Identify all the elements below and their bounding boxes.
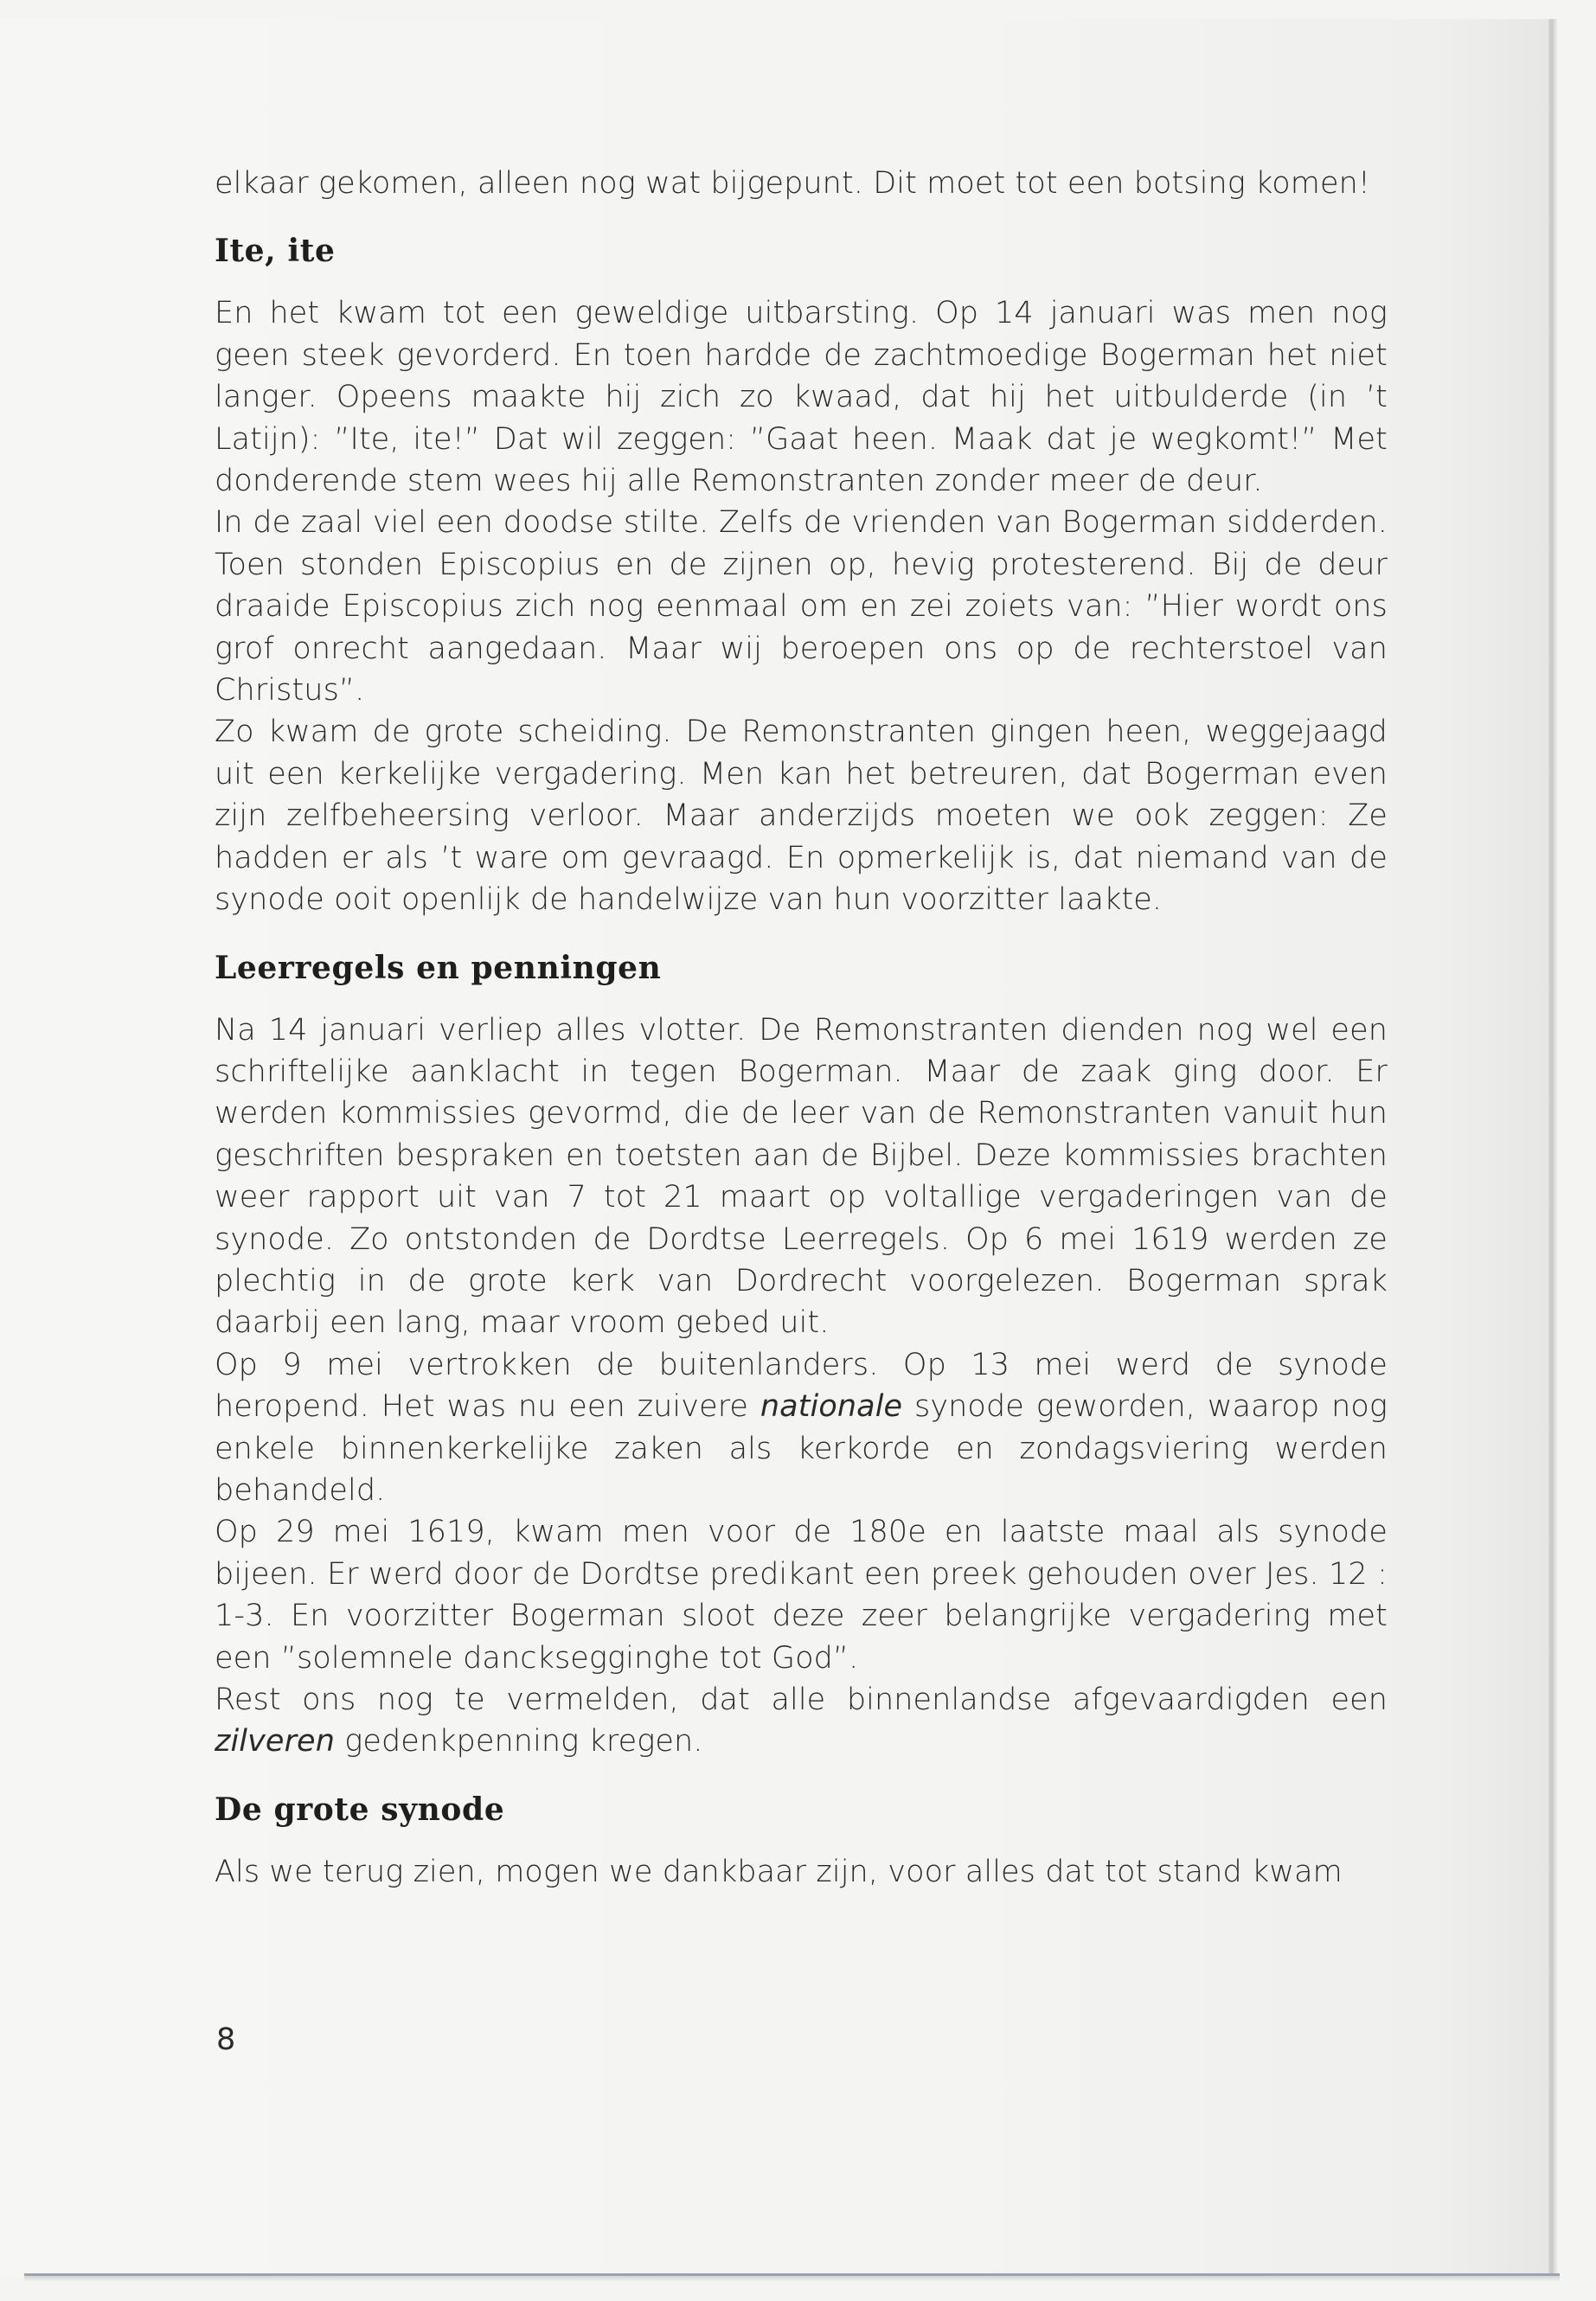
text-run: synode geworden, waarop nog enkele binnenkerkelijke zaken als kerkorde en zondagsviering werden behandeld.	[215, 1389, 1388, 1508]
emphasis-zilveren: zilveren	[215, 1724, 335, 1759]
page-number: 8	[216, 2022, 236, 2057]
paragraph-na-14-januari: Na 14 januari verliep alles vlotter. De Remonstranten dienden nog wel een schriftelijke aanklacht in tegen Bogerman. Maar de zaak ging door. Er werden kommissies gevormd, die de leer van de Remonstranten vanuit hun geschriften bespraken en toetsten aan de Bijbel. Deze kommissies brachten weer rapport uit van 7 tot 21 maart op voltallige vergaderingen van de synode. Zo ontstonden de Dordtse Leerregels. Op 6 mei 1619 werden ze plechtig in de grote kerk van Dordrecht voorgelezen. Bogerman sprak daarbij een lang, maar vroom gebed uit.	[215, 1012, 1388, 1341]
paragraph-uitbarsting: En het kwam tot een geweldige uitbarsting. Op 14 januari was men nog geen steek gevorderd. En toen hardde de zachtmoedige Bogerman het niet langer. Opeens maakte hij zich zo kwaad, dat hij het uitbulderde (in ’t Latijn): ”Ite, ite!” Dat wil zeggen: ”Gaat heen. Maak dat je wegkomt!” Met donderende stem wees hij alle Remonstranten zonder meer de deur.	[215, 296, 1388, 499]
paragraph-gedenkpenning	[215, 1679, 1388, 1763]
bottom-shadow	[24, 2276, 1560, 2281]
heading-ite-ite: Ite, ite	[215, 233, 336, 270]
page-edge	[1548, 19, 1555, 2281]
paragraph-intro: elkaar gekomen, alleen nog wat bijgepunt. Dit moet tot een botsing komen!	[215, 166, 1371, 201]
paragraph-terug-zien: Als we terug zien, mogen we dankbaar zijn, voor alles dat tot stand kwam	[215, 1854, 1343, 1889]
heading-leerregels-en-penningen: Leerregels en penningen	[215, 949, 662, 986]
paragraph-laatste-zitting: Op 29 mei 1619, kwam men voor de 180e en laatste maal als synode bijeen. Er werd door de Dordtse predikant een preek gehouden over Jes. 12 : 1-3. En voorzitter Bogerman sloot deze zeer belangrijke vergadering met een ”solemnele dancksegginghe tot God”.	[215, 1515, 1388, 1676]
heading-de-grote-synode: De grote synode	[215, 1791, 505, 1828]
emphasis-nationale: nationale	[760, 1389, 903, 1425]
text-run: Rest ons nog te vermelden, dat alle binnenlandse afgevaardigden een	[215, 1682, 1388, 1717]
text-run: gedenkpenning kregen.	[334, 1724, 703, 1759]
paragraph-grote-scheiding: Zo kwam de grote scheiding. De Remonstranten gingen heen, weggejaagd uit een kerkelijke vergadering. Men kan het betreuren, dat Bogerman even zijn zelfbeheersing verloor. Maar anderzijds moeten we ook zeggen: Ze hadden er als ’t ware om gevraagd. En opmerkelijk is, dat niemand van de synode ooit openlijk de handelwijze van hun voorzitter laakte.	[215, 715, 1388, 918]
text-body	[215, 163, 1388, 1893]
text-run: Op 9 mei vertrokken de buitenlanders. Op 13 mei werd de synode heropend. Het was nu een zuivere	[215, 1347, 1388, 1425]
paragraph-doodse-stilte: In de zaal viel een doodse stilte. Zelfs de vrienden van Bogerman sidderden. Toen stonden Episcopius en de zijnen op, hevig protesterend. Bij de deur draaide Episcopius zich nog eenmaal om en zei zoiets van: ”Hier wordt ons grof onrecht aangedaan. Maar wij beroepen ons op de rechterstoel van Christus”.	[215, 505, 1388, 708]
paragraph-buitenlanders-vertrokken	[215, 1344, 1388, 1512]
